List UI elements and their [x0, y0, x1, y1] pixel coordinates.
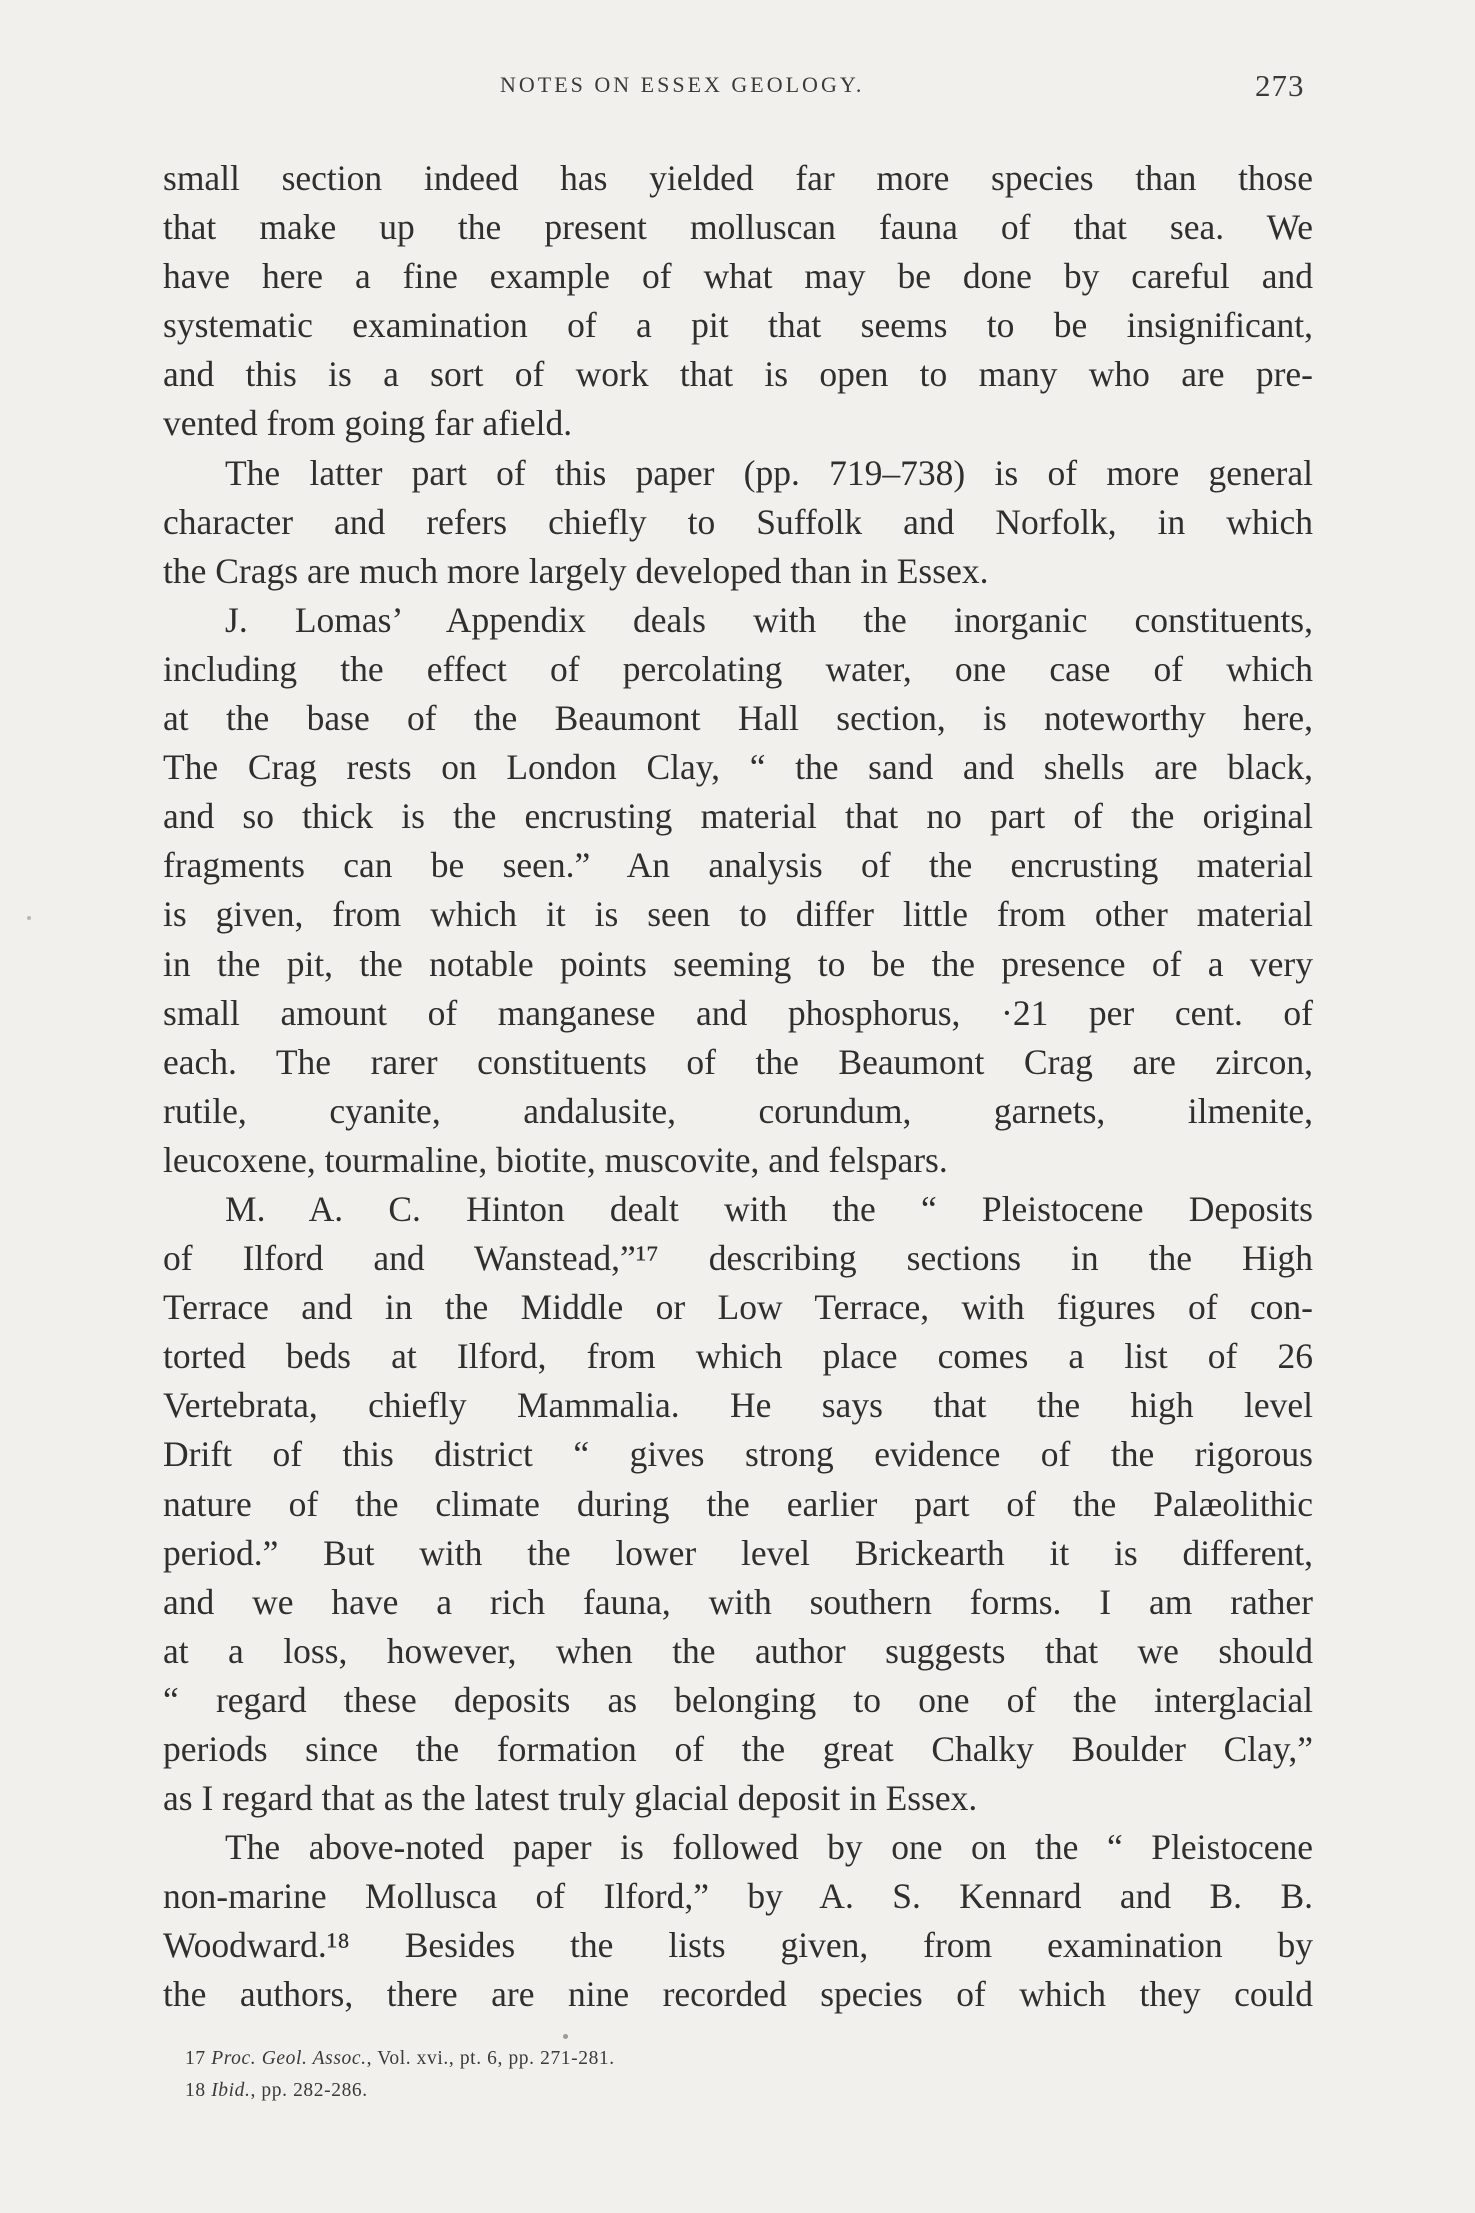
text-line: The above-noted paper is followed by one on the “ Pleistocene	[225, 1827, 1313, 1868]
footnote-reference: , Vol. xvi., pt. 6, pp. 271-281.	[366, 2048, 615, 2069]
text-line: torted beds at Ilford, from which place comes a list of 26	[163, 1336, 1313, 1377]
text-line: vented from going far afield.	[163, 403, 573, 444]
text-line: each. The rarer constituents of the Beaumont Crag are zircon,	[163, 1041, 1313, 1082]
text-line: fragments can be seen.” An analysis of the encrusting material	[163, 845, 1313, 886]
running-head	[0, 68, 1475, 108]
text-line: in the pit, the notable points seeming to be the presence of a very	[163, 943, 1313, 984]
footnote-number: 18	[185, 2080, 206, 2101]
text-line: period.” But with the lower level Brickearth it is different,	[163, 1532, 1313, 1573]
text-line: as I regard that as the latest truly glacial deposit in Essex.	[163, 1778, 978, 1819]
footnote-source: Proc. Geol. Assoc.	[211, 2048, 367, 2069]
paper-spot	[27, 916, 31, 920]
text-line: systematic examination of a pit that seems to be insignificant,	[163, 305, 1313, 346]
text-line: periods since the formation of the great Chalky Boulder Clay,”	[163, 1729, 1313, 1769]
text-line: have here a fine example of what may be done by careful and	[163, 256, 1313, 297]
text-line: at the base of the Beaumont Hall section, is noteworthy here,	[163, 698, 1313, 739]
text-line: nature of the climate during the earlier part of the Palæolithic	[163, 1483, 1313, 1524]
footnote-18	[185, 2075, 1085, 2107]
page-number: 273	[1255, 68, 1305, 103]
text-line: including the effect of percolating water, one case of which	[163, 648, 1313, 689]
text-line: M. A. C. Hinton dealt with the “ Pleistocene Deposits	[225, 1188, 1313, 1229]
text-line: “ regard these deposits as belonging to one of the interglacial	[163, 1679, 1313, 1720]
running-title: NOTES ON ESSEX GEOLOGY.	[500, 72, 865, 97]
text-line: The Crag rests on London Clay, “ the sand and shells are black,	[163, 747, 1313, 788]
text-line: character and refers chiefly to Suffolk and Norfolk, in which	[163, 501, 1313, 542]
body-text	[163, 154, 1313, 2020]
text-line: The latter part of this paper (pp. 719–738) is of more general	[225, 452, 1313, 493]
text-line: Woodward.¹⁸ Besides the lists given, from examination by	[163, 1925, 1313, 1966]
print-speck	[563, 2034, 568, 2039]
text-line: Drift of this district “ gives strong evidence of the rigorous	[163, 1434, 1313, 1475]
text-line: and so thick is the encrusting material that no part of the original	[163, 796, 1313, 837]
text-line: and this is a sort of work that is open to many who are pre-	[163, 354, 1313, 395]
text-line: is given, from which it is seen to differ little from other material	[163, 894, 1313, 935]
text-line: leucoxene, tourmaline, biotite, muscovite, and felspars.	[163, 1139, 948, 1180]
text-line: and we have a rich fauna, with southern forms. I am rather	[163, 1581, 1313, 1622]
text-line: of Ilford and Wanstead,”¹⁷ describing sections in the High	[163, 1238, 1313, 1279]
text-line: Terrace and in the Middle or Low Terrace, with figures of con-	[163, 1287, 1313, 1328]
footnotes	[185, 2043, 1085, 2107]
text-line: small amount of manganese and phosphorus, ·21 per cent. of	[163, 992, 1313, 1033]
text-line: that make up the present molluscan fauna of that sea. We	[163, 207, 1313, 248]
footnote-17	[185, 2043, 1085, 2075]
footnote-number: 17	[185, 2048, 206, 2069]
footnote-source: Ibid.	[211, 2080, 251, 2101]
text-line: J. Lomas’ Appendix deals with the inorganic constituents,	[225, 599, 1313, 640]
text-line: at a loss, however, when the author suggests that we should	[163, 1630, 1313, 1671]
text-line: non-marine Mollusca of Ilford,” by A. S. Kennard and B. B.	[163, 1876, 1313, 1917]
text-line: small section indeed has yielded far more species than those	[163, 158, 1313, 198]
text-line: the authors, there are nine recorded species of which they could	[163, 1974, 1313, 2015]
text-line: rutile, cyanite, andalusite, corundum, garnets, ilmenite,	[163, 1090, 1313, 1131]
footnote-reference: , pp. 282-286.	[250, 2080, 368, 2101]
text-line: the Crags are much more largely developed than in Essex.	[163, 550, 989, 591]
text-line: Vertebrata, chiefly Mammalia. He says that the high level	[163, 1385, 1313, 1426]
